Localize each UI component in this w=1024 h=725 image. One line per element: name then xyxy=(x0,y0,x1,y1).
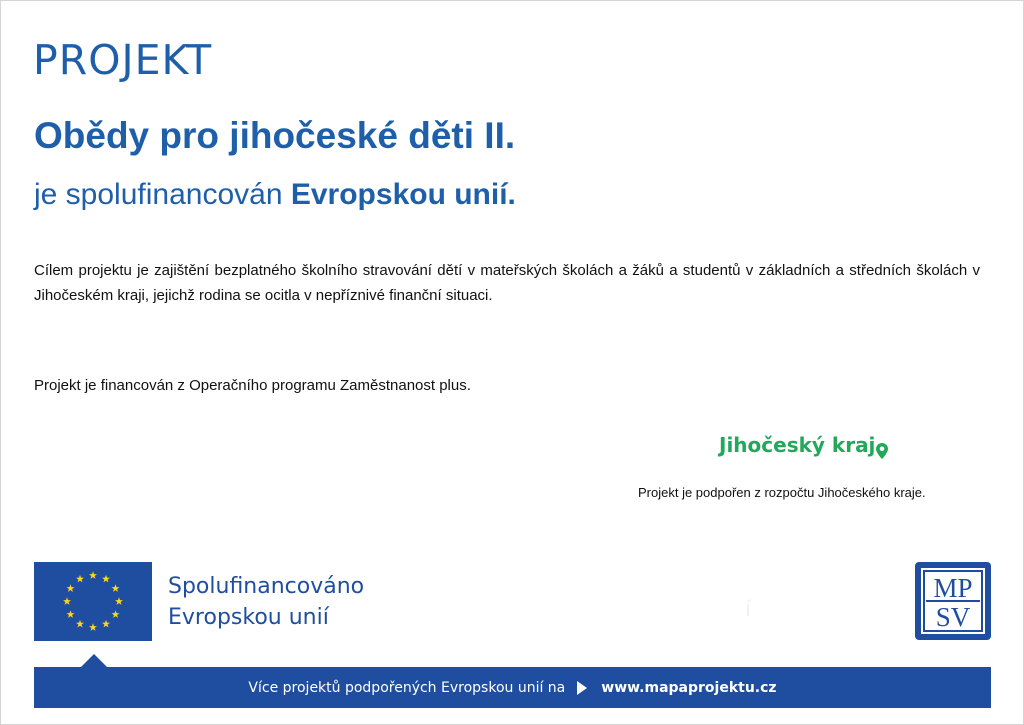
mpsv-top-text: MP xyxy=(933,573,973,603)
eu-star-icon xyxy=(63,597,71,605)
eu-star-icon xyxy=(89,571,97,579)
eu-star-icon xyxy=(112,584,120,592)
play-arrow-icon xyxy=(577,681,587,695)
eu-star-icon xyxy=(89,623,97,631)
banner-text: Více projektů podpořených Evropskou unií na xyxy=(248,679,566,696)
jihocesky-kraj-logo xyxy=(719,435,888,455)
eu-cofinanced-text xyxy=(168,571,364,633)
kraj-support-note: Projekt je podpořen z rozpočtu Jihočeského kraje. xyxy=(638,485,926,500)
eu-star-icon xyxy=(115,597,123,605)
banner-notch xyxy=(80,654,108,668)
eu-text-line2: Evropskou unií xyxy=(168,605,329,630)
mapaprojektu-banner[interactable] xyxy=(34,667,991,708)
eu-text-line1: Spolufinancováno xyxy=(168,574,365,599)
mpsv-logo xyxy=(915,562,991,640)
kicker-label: PROJEKT xyxy=(33,36,213,84)
mpsv-bottom-text: SV xyxy=(935,602,971,632)
eu-star-icon xyxy=(76,575,84,583)
mapaprojektu-link[interactable]: www.mapaprojektu.cz xyxy=(601,679,777,696)
eu-flag xyxy=(34,562,152,641)
eu-star-icon xyxy=(102,620,110,628)
project-title: Obědy pro jihočeské děti II. xyxy=(34,115,516,156)
subtitle xyxy=(34,180,516,210)
eu-stars-circle xyxy=(34,562,152,641)
subtitle-emphasis: Evropskou unií. xyxy=(290,178,516,211)
faded-logo-remnant: í xyxy=(745,596,752,621)
mpsv-logo-graphic xyxy=(915,562,991,640)
eu-star-icon xyxy=(66,584,74,592)
eu-star-icon xyxy=(76,620,84,628)
eu-star-icon xyxy=(112,610,120,618)
kraj-logo-text: Jihočeský kraj xyxy=(719,433,876,457)
eu-star-icon xyxy=(102,575,110,583)
eu-star-icon xyxy=(66,610,74,618)
funding-statement: Projekt je financován z Operačního programu Zaměstnanost plus. xyxy=(34,377,471,394)
location-pin-icon xyxy=(876,443,888,459)
project-description: Cílem projektu je zajištění bezplatného školního stravování dětí v mateřských školách a žáků a studentů v základních a středních školách v Jihočeském kraji, jejichž rodina se ocitla v nepříznivé finanční situaci. xyxy=(34,262,980,304)
subtitle-prefix: je spolufinancován xyxy=(34,178,291,211)
